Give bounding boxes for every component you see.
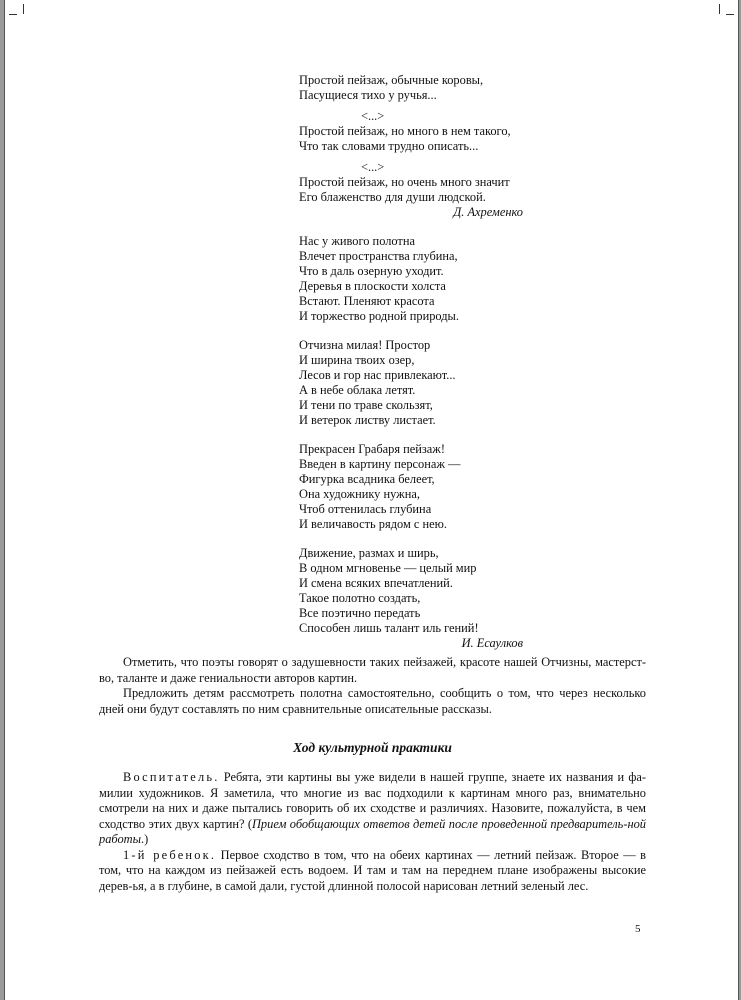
crop-mark (9, 14, 17, 15)
poem-line: Движение, размах и ширь, (299, 546, 439, 560)
document-page (4, 0, 739, 1000)
page-number: 5 (635, 923, 641, 935)
poem-line: Что так словами трудно описать... (299, 139, 479, 153)
paragraph-text: Ребята, эти картины вы уже видели в нашей группе, знаете их названия и фа-милии художников. Я заметила, что многие из вас подходили к картинам много раз, внимательно смотрели на них и даже пытались говорить об их сходстве и различиях. Назовите, пожалуйста, в чем сходство этих двух картин? ( (99, 770, 646, 831)
poem-line: Деревья в плоскости холста (299, 279, 446, 293)
poem-line: И ширина твоих озер, (299, 353, 415, 367)
speaker-label: 1-й ребенок. (123, 847, 217, 862)
poem-line: Простой пейзаж, но много в нем такого, (299, 124, 511, 138)
crop-mark (726, 14, 734, 15)
poem-line: Она художнику нужна, (299, 487, 420, 501)
paragraph: Отметить, что поэты говорят о задушевности таких пейзажей, красоте нашей Отчизны, мастерст-во, таланте и даже гениальности авторов картин. (99, 655, 646, 685)
poem-block (299, 73, 559, 651)
poem-line: Его блаженство для души людской. (299, 190, 486, 204)
poem-line: Все поэтично передать (299, 606, 421, 620)
poem-line: А в небе облака летят. (299, 383, 416, 397)
paragraph (99, 848, 646, 895)
poem-line: Такое полотно создать, (299, 591, 421, 605)
poem-line: Способен лишь талант иль гений! (299, 621, 479, 635)
prose-block-dialogue (99, 770, 646, 894)
poem-line: И ветерок листву листает. (299, 413, 436, 427)
poem-line: Влечет пространства глубина, (299, 249, 458, 263)
prose-block-intro (99, 655, 646, 717)
poem-author: Д. Ахременко (453, 205, 523, 219)
poem-line: Введен в картину персонаж — (299, 457, 461, 471)
poem-line: Фигурка всадника белеет, (299, 472, 435, 486)
paragraph (99, 770, 646, 848)
poem-line: Встают. Пленяют красота (299, 294, 435, 308)
paragraph-text: Первое сходство в том, что на обеих картинах — летний пейзаж. Второе — в том, что на каждом из пейзажей есть водоем. И там и там на переднем плане изображены высокие дерев-ья, а в глубине, в самой дали, густой длинной полосой нарисован летний зеленый лес. (99, 847, 646, 893)
poem-line: Лесов и гор нас привлекают... (299, 368, 456, 382)
section-heading: Ход культурной практики (293, 740, 452, 755)
poem-line: Пасущиеся тихо у ручья... (299, 88, 437, 102)
poem-ellipsis: <...> (361, 160, 385, 174)
paragraph-italic: Прием обобщающих ответов детей после проведенной предваритель-ной работы (99, 816, 646, 846)
poem-line: Отчизна милая! Простор (299, 338, 431, 352)
poem-line: Что в даль озерную уходит. (299, 264, 444, 278)
poem-line: В одном мгновенье — целый мир (299, 561, 477, 575)
speaker-label: Воспитатель. (123, 770, 220, 784)
poem-line: И величавость рядом с нею. (299, 517, 447, 531)
paragraph-text: .) (141, 832, 149, 846)
poem-ellipsis: <...> (361, 109, 385, 123)
poem-author: И. Есаулков (461, 636, 523, 650)
poem-line: И торжество родной природы. (299, 309, 459, 323)
poem-line: Простой пейзаж, но очень много значит (299, 175, 510, 189)
poem-line: Прекрасен Грабаря пейзаж! (299, 442, 445, 456)
crop-mark (719, 4, 728, 14)
poem-line: Простой пейзаж, обычные коровы, (299, 73, 484, 87)
poem-line: Нас у живого полотна (299, 234, 415, 248)
crop-mark (15, 4, 24, 14)
poem-line: И смена всяких впечатлений. (299, 576, 453, 590)
poem-line: И тени по траве скользят, (299, 398, 433, 412)
paragraph: Предложить детям рассмотреть полотна самостоятельно, сообщить о том, что через несколько дней они будут составлять по ним сравнительные описательные рассказы. (99, 686, 646, 716)
poem-line: Чтоб оттенилась глубина (299, 502, 432, 516)
